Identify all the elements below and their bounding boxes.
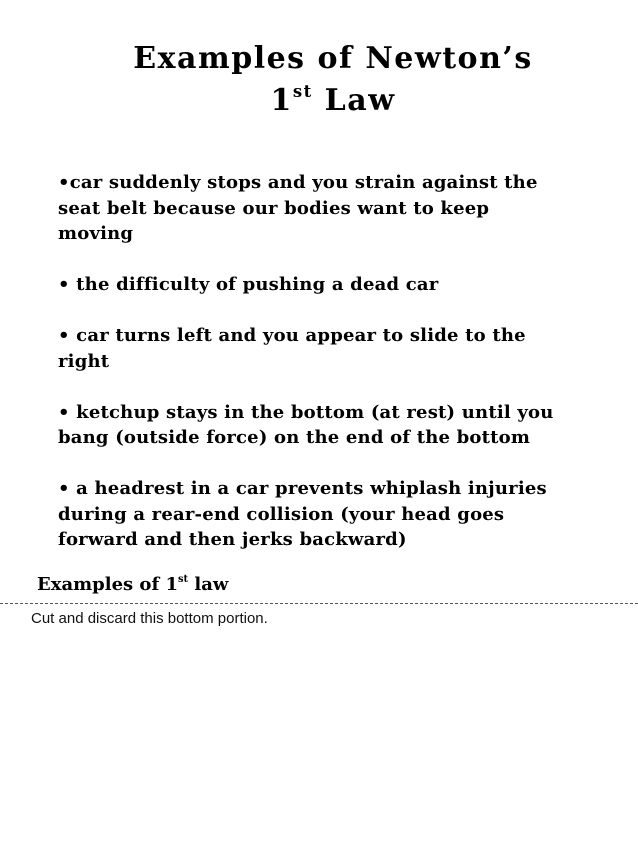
bullet-item: • the difficulty of pushing a dead car (58, 274, 439, 295)
caption-main: Examples of 1 (37, 574, 178, 595)
slide-caption (37, 572, 228, 598)
caption-ordinal-suffix: st (177, 573, 189, 585)
title-law-word: Law (312, 83, 396, 118)
cut-instruction-text: Cut and discard this bottom portion. (31, 610, 268, 627)
examples-bullet-list (58, 170, 618, 553)
title-ordinal-number: 1 (270, 83, 293, 118)
bullet-item: • ketchup stays in the bottom (at rest) until you bang (outside force) on the end of the bottom (58, 401, 554, 448)
bullet-item: • car turns left and you appear to slide to the right (58, 325, 526, 372)
title-line-2 (0, 80, 638, 122)
bullet-item: •car suddenly stops and you strain against the seat belt because our bodies want to keep moving (58, 172, 538, 244)
slide-title (0, 38, 638, 122)
cut-line-divider (0, 603, 638, 604)
bullet-item: • a headrest in a car prevents whiplash injuries during a rear-end collision (your head goes forward and then jerks backward) (58, 478, 547, 550)
caption-rest: law (188, 574, 229, 595)
title-ordinal-suffix: st (292, 81, 313, 101)
title-line-1: Examples of Newton’s (133, 41, 533, 76)
